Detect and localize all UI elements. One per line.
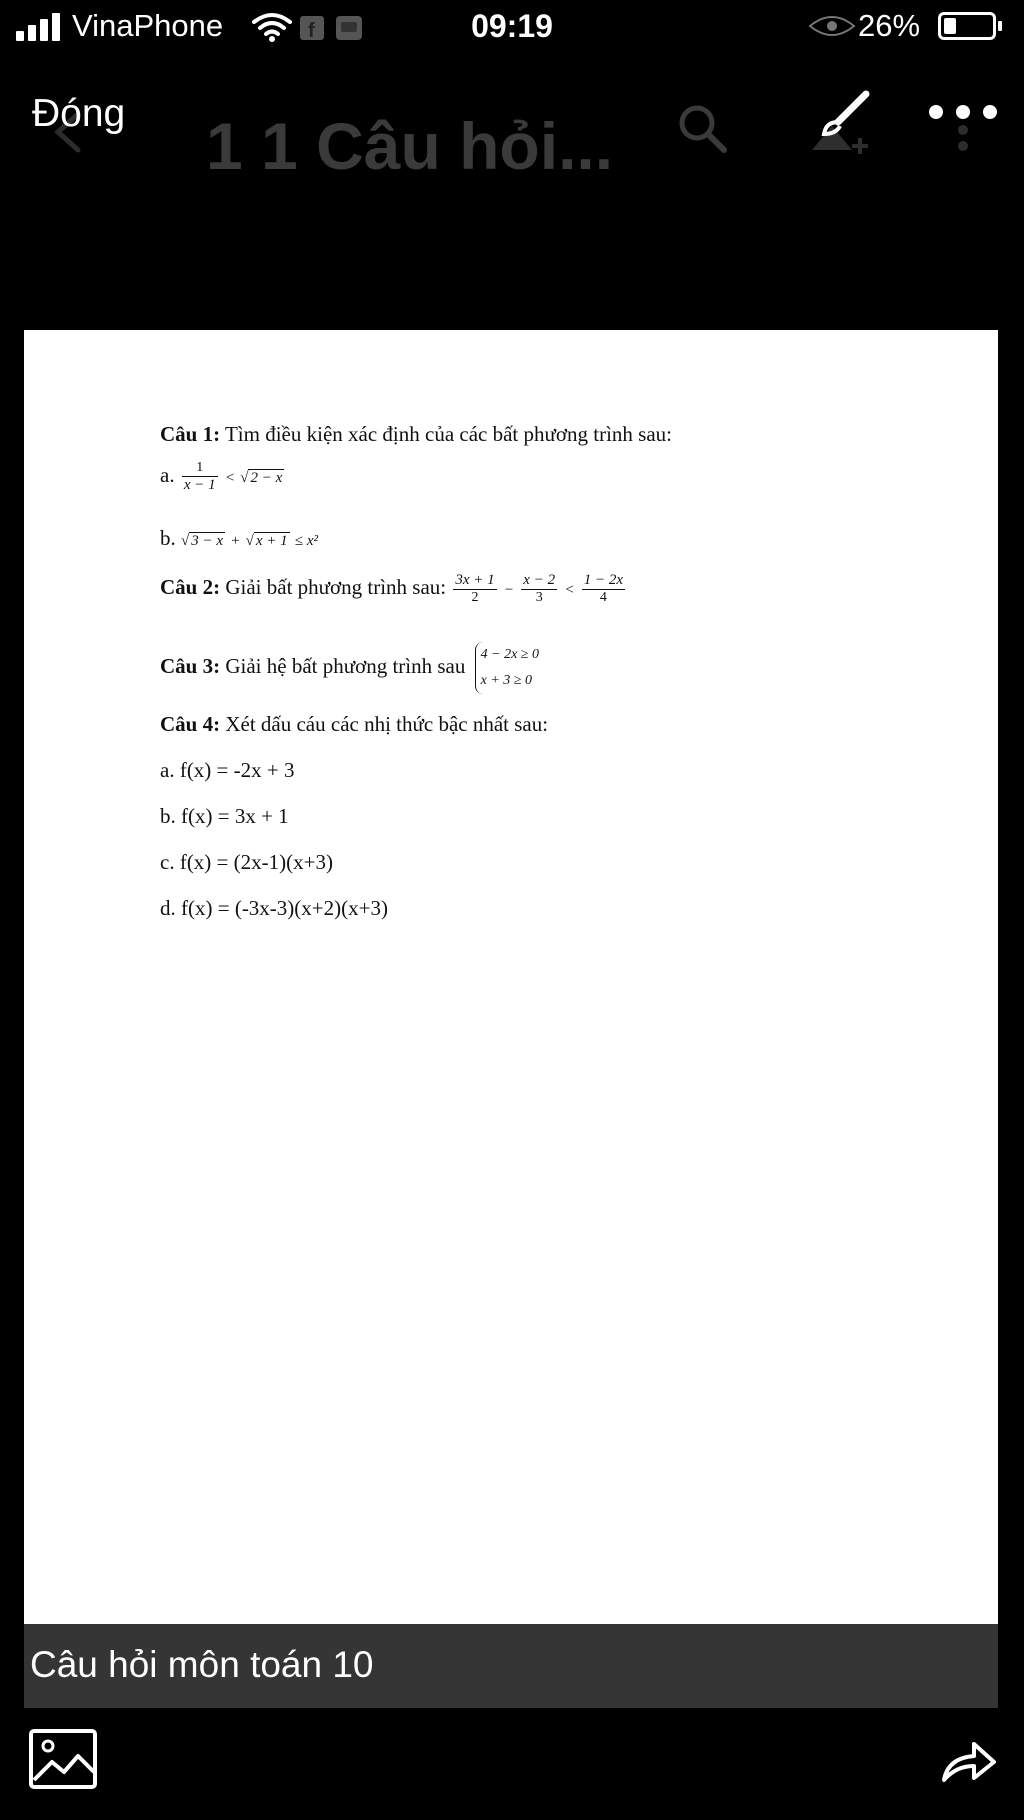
markup-icon[interactable]	[808, 88, 880, 165]
question-4: Câu 4: Xét dấu cáu các nhị thức bậc nhất sau:	[160, 712, 549, 736]
question-4a: a. f(x) = -2x + 3	[160, 758, 295, 782]
question-4c: c. f(x) = (2x-1)(x+3)	[160, 850, 333, 874]
eye-icon	[808, 14, 856, 43]
document-page[interactable]	[24, 330, 998, 1624]
close-button[interactable]: Đóng	[32, 92, 126, 135]
question-1a: a. $\frac{1}{x - 1}$ < √ 2 − x	[160, 460, 283, 493]
question-4b: b. f(x) = 3x + 1	[160, 804, 289, 828]
search-icon[interactable]	[676, 102, 730, 161]
carrier-name: VinaPhone	[72, 8, 224, 43]
question-3: Câu 3: Giải hệ bất phương trình sau 4 − 2x ≥ 0 x + 3 ≥ 0	[160, 642, 539, 694]
battery-percent: 26%	[858, 8, 921, 43]
share-icon[interactable]	[940, 1738, 998, 1789]
more-icon[interactable]	[926, 100, 1000, 165]
gallery-icon[interactable]	[28, 1728, 98, 1795]
caption-bar	[24, 1624, 998, 1708]
clock: 09:19	[471, 8, 553, 44]
caption-text: Câu hỏi môn toán 10	[30, 1644, 374, 1685]
battery-icon	[938, 12, 996, 40]
svg-text:f: f	[308, 20, 315, 42]
question-1b: b. √ 3 − x + √ x + 1 ≤ x²	[160, 526, 319, 550]
question-1: Câu 1: Tìm điều kiện xác định của các bất phương trình sau:	[160, 422, 672, 446]
page-title: 1 1 Câu hỏi...	[206, 109, 614, 183]
question-4d: d. f(x) = (-3x-3)(x+2)(x+3)	[160, 896, 388, 920]
question-2: Câu 2: Giải bất phương trình sau: $\frac{3x + 1}{2}$ − $\frac{x - 2}{3}$ < $\frac{1 - 2x}{4}$	[160, 572, 623, 605]
status-bar	[0, 0, 1024, 56]
